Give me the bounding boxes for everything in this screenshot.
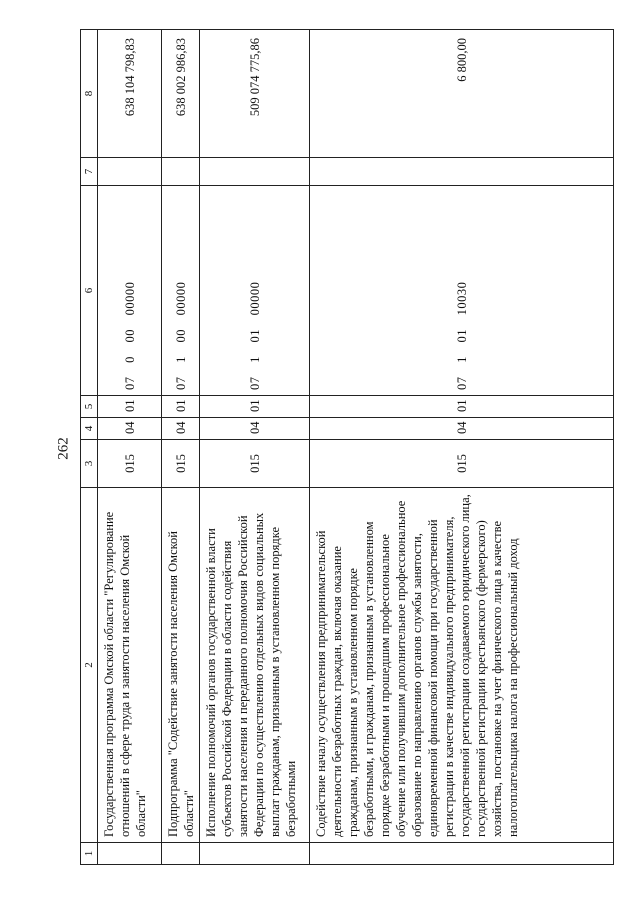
table-row <box>200 30 310 865</box>
code-part: 07 <box>122 376 137 390</box>
target-article-cell <box>98 186 162 396</box>
row-name-cell: Государственная программа Омской области "Регулирование отношений в сфере труда и занятости населения Омской области" <box>98 488 162 843</box>
admin-code-cell: 015 <box>98 440 162 488</box>
code-part: 1 <box>173 356 188 363</box>
header-row <box>81 30 98 865</box>
budget-table <box>80 29 614 865</box>
target-article-cell <box>200 186 310 396</box>
admin-code-cell: 015 <box>162 440 200 488</box>
code-part: 07 <box>454 376 469 390</box>
expense-type-cell <box>310 158 614 186</box>
table-row <box>162 30 200 865</box>
row-index-cell <box>98 843 162 865</box>
admin-code-cell: 015 <box>310 440 614 488</box>
row-name-cell: Подпрограмма "Содействие занятости населения Омской области" <box>162 488 200 843</box>
subsection-code-cell: 01 <box>162 396 200 418</box>
code-part: 00 <box>122 329 137 343</box>
code-part: 01 <box>454 329 469 343</box>
target-article-cell <box>310 186 614 396</box>
header-col-5: 5 <box>81 396 98 418</box>
row-name-cell: Исполнение полномочий органов государственной власти субъектов Российской Федерации в области содействия занятости населения и переданного полномочия Российской Федерации по осуществлению отдельных видов социальных выплат гражданам, признанным в установленном порядке безработными <box>200 488 310 843</box>
section-code-cell: 04 <box>162 418 200 440</box>
admin-code-cell: 015 <box>200 440 310 488</box>
header-col-4: 4 <box>81 418 98 440</box>
row-name-cell: Содействие началу осуществления предпринимательской деятельности безработных граждан, включая оказание гражданам, признанным в установленном порядке безработными, и гражданам, признанным в установленном порядке безработными и прошедшим профессиональное обучение или получившим дополнительное профессиональное образование по направлению органов службы занятости, единовременной финансовой помощи при государственной регистрации в качестве индивидуального предпринимателя, государственной регистрации создаваемого юридического лица, государственной регистрации крестьянского (фермерского) хозяйства, постановке на учет физического лица в качестве налогоплательщика налога на профессиональный доход <box>310 488 614 843</box>
amount-cell: 509 074 775,86 <box>200 30 310 158</box>
subsection-code-cell: 01 <box>98 396 162 418</box>
amount-cell: 638 104 798,83 <box>98 30 162 158</box>
row-index-cell <box>310 843 614 865</box>
expense-type-cell <box>162 158 200 186</box>
code-part: 00000 <box>247 281 262 316</box>
section-code-cell: 04 <box>310 418 614 440</box>
code-part: 07 <box>173 376 188 390</box>
code-part: 01 <box>247 329 262 343</box>
subsection-code-cell: 01 <box>310 396 614 418</box>
budget-table-wrapper <box>80 30 606 865</box>
amount-cell: 6 800,00 <box>310 30 614 158</box>
subsection-code-cell: 01 <box>200 396 310 418</box>
code-part: 00000 <box>173 281 188 316</box>
page-number: 262 <box>55 437 72 460</box>
section-code-cell: 04 <box>98 418 162 440</box>
code-part: 00 <box>173 329 188 343</box>
code-part: 00000 <box>122 281 137 316</box>
header-col-7: 7 <box>81 158 98 186</box>
row-index-cell <box>200 843 310 865</box>
code-part: 0 <box>122 356 137 363</box>
section-code-cell: 04 <box>200 418 310 440</box>
header-col-6: 6 <box>81 186 98 396</box>
amount-cell: 638 002 986,83 <box>162 30 200 158</box>
header-col-8: 8 <box>81 30 98 158</box>
code-part: 1 <box>454 356 469 363</box>
row-index-cell <box>162 843 200 865</box>
code-part: 07 <box>247 376 262 390</box>
code-part: 1 <box>247 356 262 363</box>
header-col-3: 3 <box>81 440 98 488</box>
code-part: 10030 <box>454 281 469 316</box>
table-row <box>310 30 614 865</box>
header-col-2: 2 <box>81 488 98 843</box>
expense-type-cell <box>98 158 162 186</box>
target-article-cell <box>162 186 200 396</box>
header-col-1: 1 <box>81 843 98 865</box>
table-row <box>98 30 162 865</box>
expense-type-cell <box>200 158 310 186</box>
